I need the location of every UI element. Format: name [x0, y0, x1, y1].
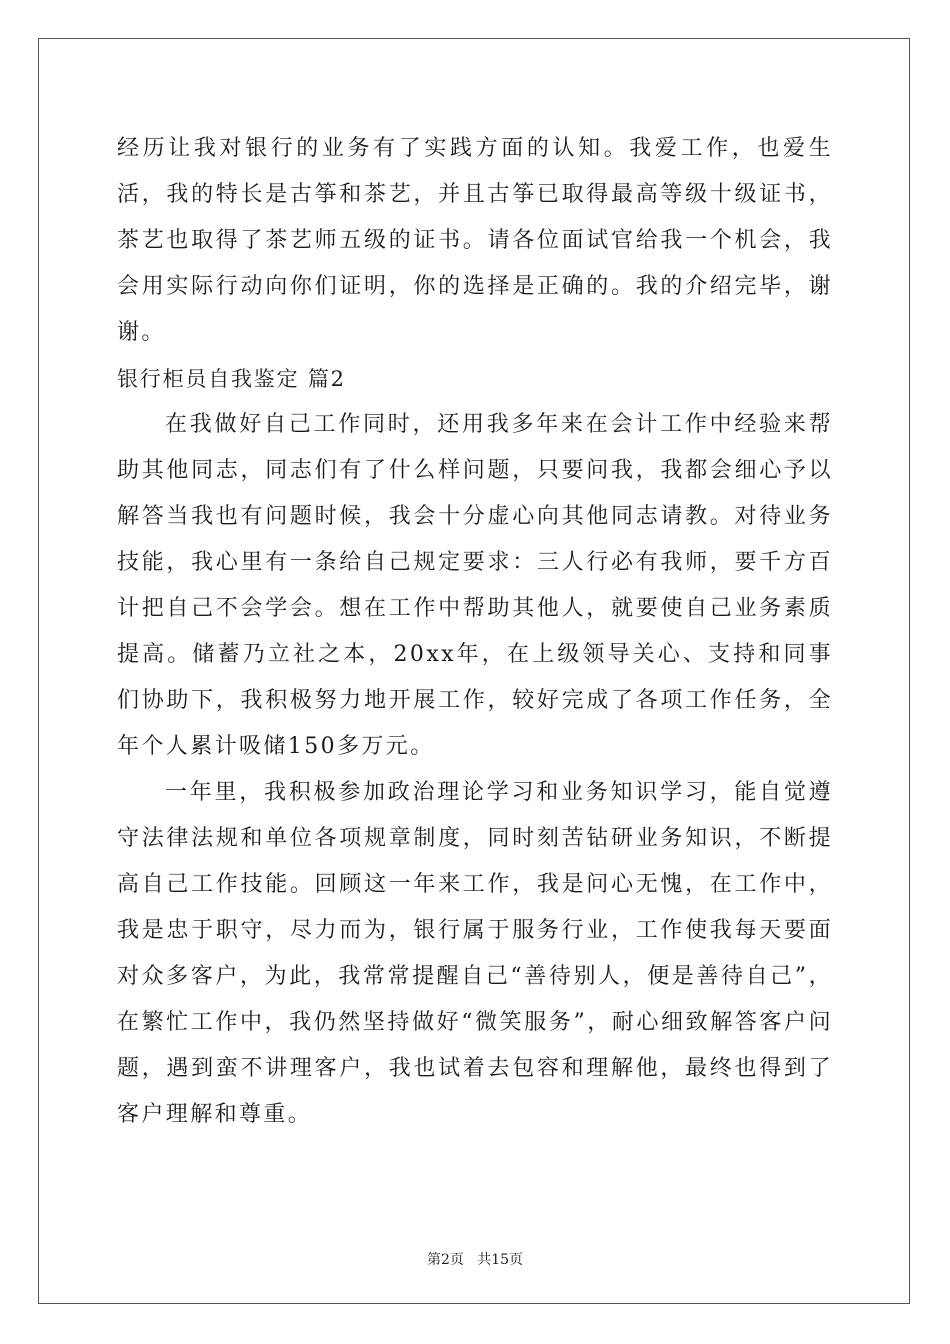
paragraph-continuation: 经历让我对银行的业务有了实践方面的认知。我爱工作，也爱生活，我的特长是古筝和茶艺，并且古筝已取得最高等级十级证书，茶艺也取得了茶艺师五级的证书。请各位面试官给我一个机会，我会用实际行动向你们证明，你的选择是正确的。我的介绍完毕，谢谢。: [117, 136, 833, 345]
paragraph-2: 一年里，我积极参加政治理论学习和业务知识学习，能自觉遵守法律法规和单位各项规章制度，同时刻苦钻研业务知识，不断提高自己工作技能。回顾这一年来工作，我是问心无愧，在工作中，我是忠于职守，尽力而为，银行属于服务行业，工作使我每天要面对众多客户，为此，我常常提醒自己“善待别人，便是善待自己”，在繁忙工作中，我仍然坚持做好“微笑服务”，耐心细致解答客户问题，遇到蛮不讲理客户，我也试着去包容和理解他，最终也得到了客户理解和尊重。: [117, 780, 833, 1127]
section-heading: 银行柜员自我鉴定 篇2: [117, 367, 346, 391]
page-number: 第2页 共15页: [426, 1252, 524, 1268]
document-body: [117, 126, 833, 1138]
page-footer: [0, 1249, 950, 1269]
paragraph-1: 在我做好自己工作同时，还用我多年来在会计工作中经验来帮助其他同志，同志们有了什么样问题，只要问我，我都会细心予以解答当我也有问题时候，我会十分虚心向其他同志请教。对待业务技能，我心里有一条给自己规定要求：三人行必有我师，要千方百计把自己不会学会。想在工作中帮助其他人，就要使自己业务素质提高。储蓄乃立社之本，20xx年，在上级领导关心、支持和同事们协助下，我积极努力地开展工作，较好完成了各项工作任务，全年个人累计吸储150多万元。: [117, 412, 833, 759]
